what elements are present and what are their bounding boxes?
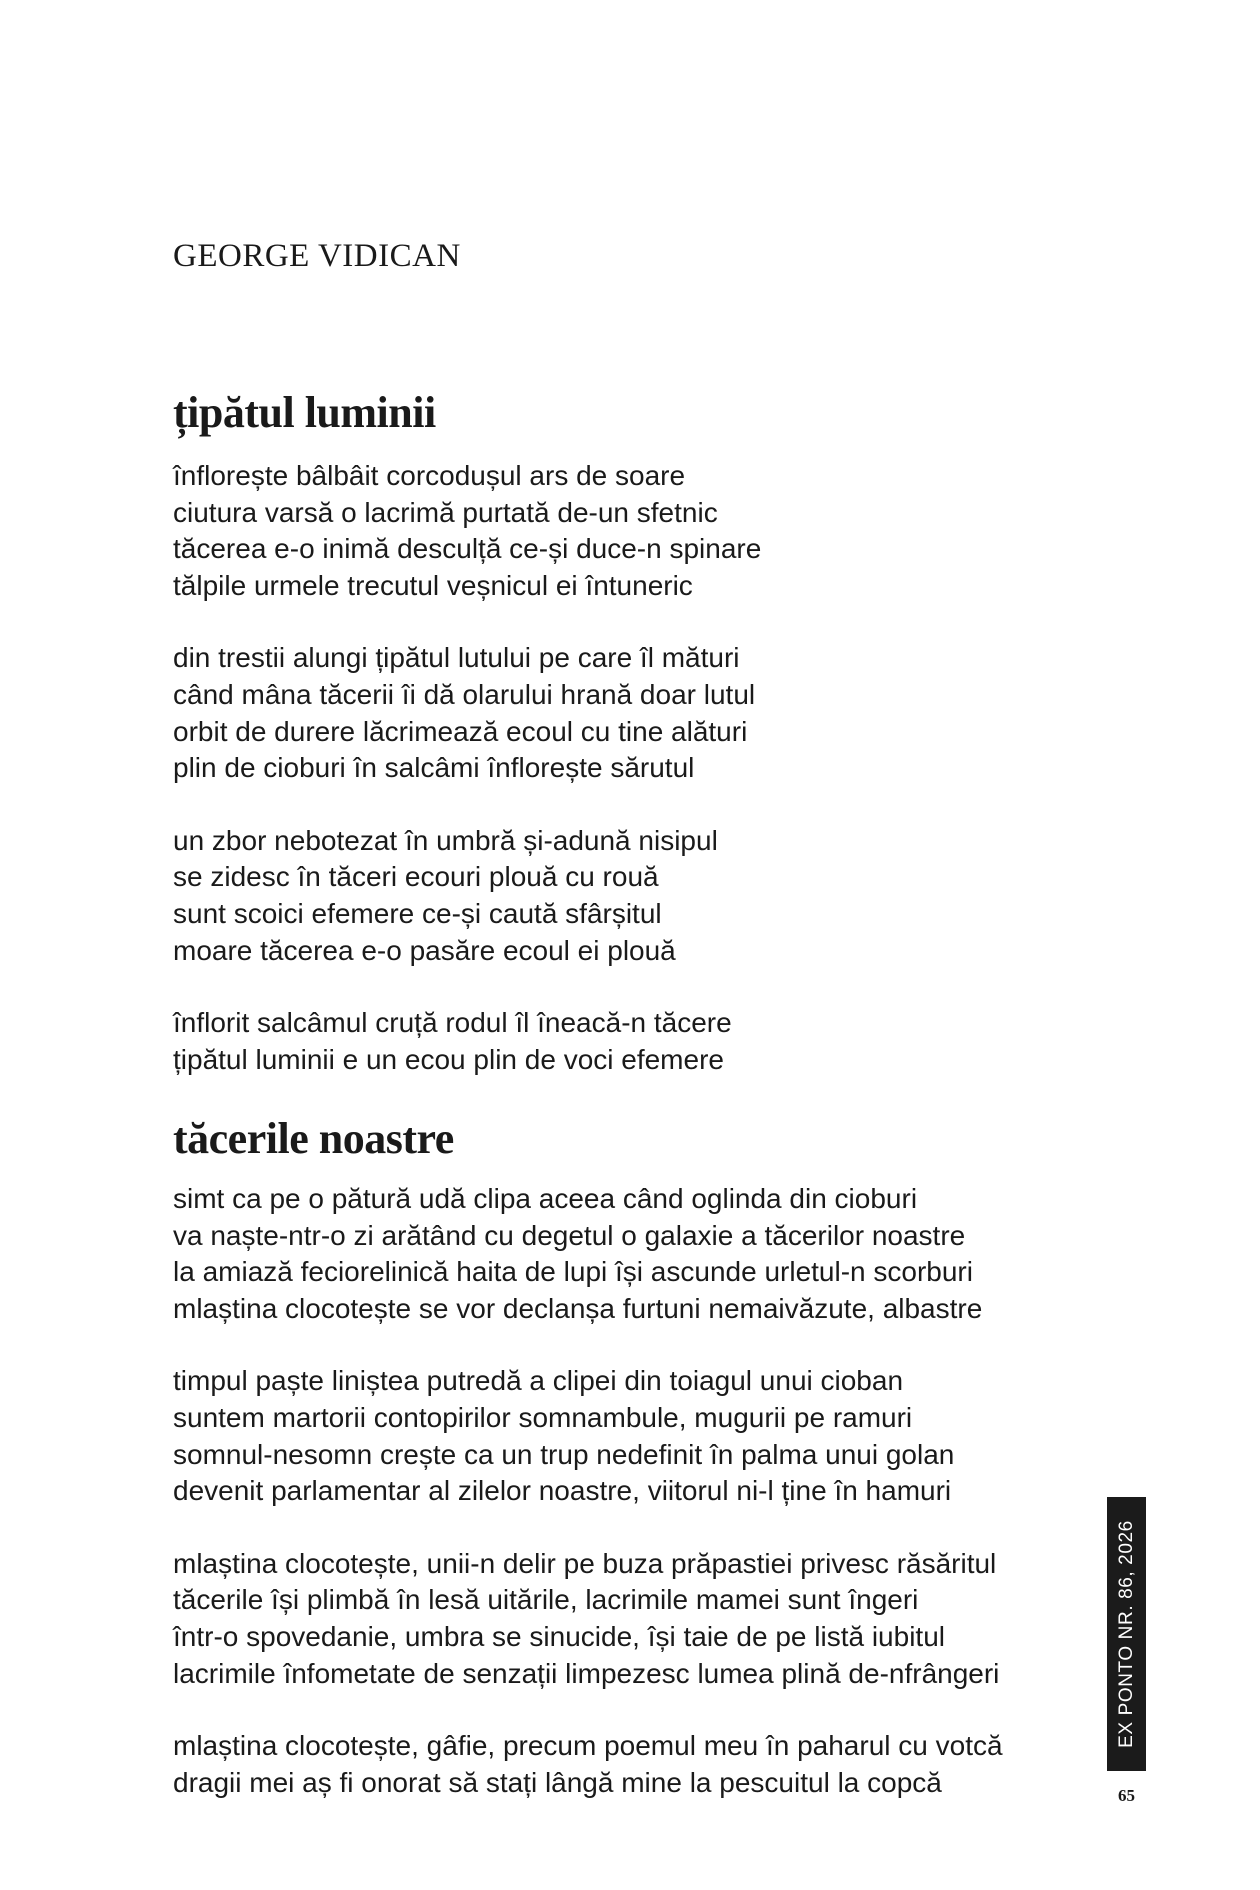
stanza — [173, 823, 1093, 969]
journal-issue-label: EX PONTO NR. 86, 2026 — [1115, 1520, 1137, 1748]
poem-line: simt ca pe o pătură udă clipa aceea când oglinda din cioburi — [173, 1183, 918, 1214]
poem-line: lacrimile înfometate de senzații limpezesc lumea plină de-nfrângeri — [173, 1657, 1000, 1689]
poem-line: înflorit salcâmul cruță rodul îl îneacă-n tăcere — [173, 1007, 732, 1039]
page-number: 65 — [1118, 1786, 1135, 1805]
stanza — [173, 1181, 1093, 1327]
poem-line: când mâna tăcerii îi dă olarului hrană doar lutul — [173, 678, 756, 710]
poem — [173, 388, 1093, 1078]
poem-line: înflorește bâlbâit corcodușul ars de soare — [173, 460, 686, 491]
poem-line: din trestii alungi țipătul lutului pe care îl mături — [173, 642, 740, 674]
poem-line: tăcerile își plimbă în lesă uitările, lacrimile mamei sunt îngeri — [173, 1584, 919, 1616]
poem-line: un zbor nebotezat în umbră și-adună nisipul — [173, 824, 718, 856]
poem-line: ciutura varsă o lacrimă purtată de-un sfetnic — [173, 496, 718, 528]
stanza — [173, 1005, 1093, 1078]
poem-line: se zidesc în tăceri ecouri plouă cu rouă — [173, 861, 659, 893]
poem-line: moare tăcerea e-o pasăre ecoul ei plouă — [173, 934, 676, 966]
poem-line: țipătul luminii e un ecou plin de voci efemere — [173, 1043, 724, 1075]
stanza — [173, 640, 1093, 786]
poem-line: tălpile urmele trecutul veșnicul ei întuneric — [173, 569, 693, 601]
poem-line: orbit de durere lăcrimează ecoul cu tine alături — [173, 715, 748, 747]
poem-line: la amiază feciorelinică haita de lupi își ascunde urletul-n scorburi — [173, 1256, 973, 1288]
poem-line: devenit parlamentar al zilelor noastre, viitorul ni-l ține în hamuri — [173, 1475, 952, 1507]
poem-line: timpul paște liniștea putredă a clipei din toiagul unui cioban — [173, 1365, 904, 1397]
poem-line: mlaștina clocotește, gâfie, precum poemul meu în paharul cu votcă — [173, 1730, 1003, 1762]
poem-line: somnul-nesomn crește ca un trup nedefinit în palma unui golan — [173, 1438, 955, 1470]
poem-line: sunt scoici efemere ce-și caută sfârșitul — [173, 897, 662, 929]
poem-line: dragii mei aș fi onorat să stați lângă mine la pescuitul la copcă — [173, 1766, 942, 1798]
stanza — [173, 1546, 1093, 1692]
poem-title: tăcerile noastre — [173, 1114, 454, 1163]
poem-title: țipătul luminii — [173, 388, 436, 437]
stanza — [173, 458, 1093, 604]
author-name: GEORGE VIDICAN — [173, 238, 461, 274]
poem-line: tăcerea e-o inimă desculță ce-și duce-n spinare — [173, 533, 762, 565]
stanza — [173, 1728, 1093, 1801]
poem-line: într-o spovedanie, umbra se sinucide, își taie de pe listă iubitul — [173, 1620, 945, 1652]
journal-issue-banner — [1107, 1497, 1146, 1771]
stanza — [173, 1363, 1093, 1509]
poem-line: mlaștina clocotește, unii-n delir pe buza prăpastiei privesc răsăritul — [173, 1547, 997, 1579]
poem-line: va naște-ntr-o zi arătând cu degetul o galaxie a tăcerilor noastre — [173, 1219, 966, 1251]
poem-line: mlaștina clocotește se vor declanșa furtuni nemaivăzute, albastre — [173, 1292, 983, 1324]
poem — [173, 1114, 1093, 1801]
poem-line: suntem martorii contopirilor somnambule, mugurii pe ramuri — [173, 1401, 913, 1433]
poem-line: plin de cioburi în salcâmi înflorește sărutul — [173, 752, 695, 784]
